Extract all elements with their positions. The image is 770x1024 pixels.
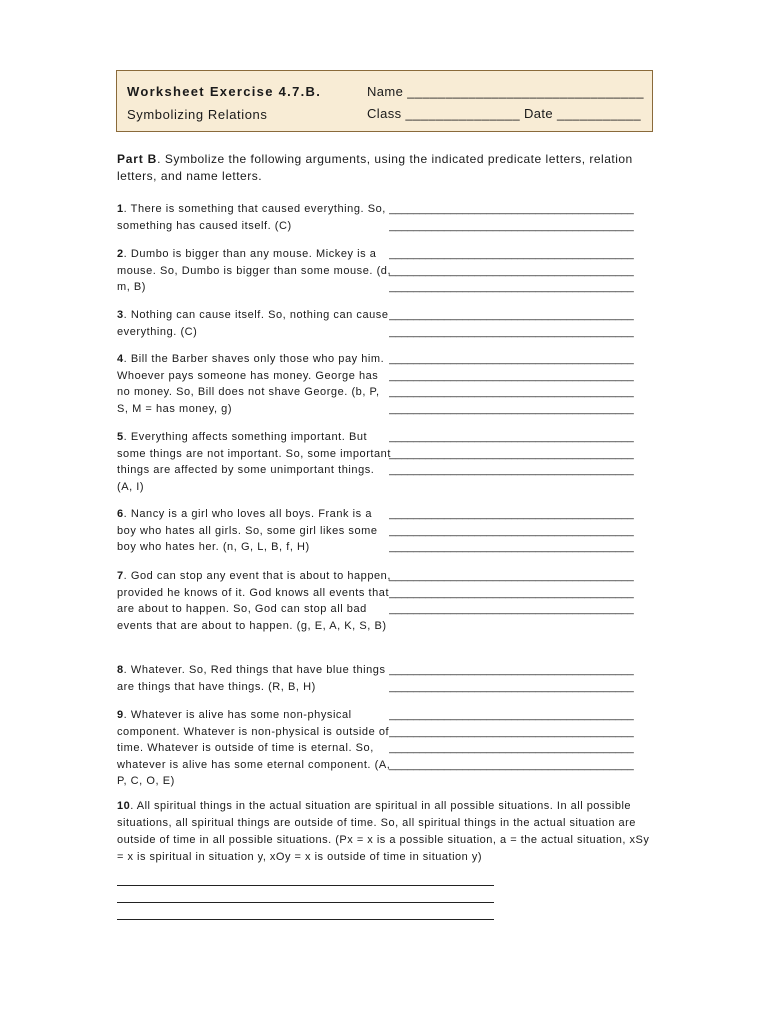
- answer-line[interactable]: ________________________________________: [389, 309, 634, 321]
- answer-area: [389, 568, 649, 618]
- answer-line[interactable]: ________________________________________: [389, 709, 634, 721]
- class-date-field[interactable]: Class _______________ Date ___________: [367, 106, 641, 121]
- question-text: . God can stop any event that is about to happen, provided he knows of it. God knows all events that are about to happen. So, God can stop all bad events that are about to happen. (g, E, A, K, S, B): [117, 570, 391, 632]
- answer-line[interactable]: ________________________________________: [389, 725, 634, 738]
- answer-area: [389, 506, 649, 556]
- answer-line[interactable]: ________________________________________: [389, 203, 634, 215]
- answer-line[interactable]: ________________________________________: [389, 281, 634, 294]
- answer-line[interactable]: ________________________________________: [389, 325, 634, 338]
- question-text: . There is something that caused everything. So, something has caused itself. (C): [117, 203, 386, 232]
- answer-line[interactable]: ________________________________________: [389, 386, 634, 399]
- answer-line[interactable]: ________________________________________: [389, 603, 634, 616]
- answer-line[interactable]: ________________________________________: [389, 402, 634, 415]
- question-number: 6: [117, 508, 124, 520]
- answer-line[interactable]: ________________________________________: [389, 369, 634, 382]
- question-text: . Whatever. So, Red things that have blue things are things that have things. (R, B, H): [117, 664, 386, 693]
- question-text: . Everything affects something important. But some things are not important. So, some important things are affected by some unimportant things. (A, I): [117, 431, 391, 493]
- worksheet-subtitle: Symbolizing Relations: [127, 107, 268, 122]
- answer-area: [389, 707, 649, 773]
- answer-line[interactable]: [117, 902, 494, 903]
- question-number: 3: [117, 309, 124, 321]
- question-text: . Nothing can cause itself. So, nothing can cause everything. (C): [117, 309, 389, 338]
- question-text: . Nancy is a girl who loves all boys. Frank is a boy who hates all girls. So, some girl likes some boy who hates her. (n, G, L, B, f, H): [117, 508, 378, 554]
- worksheet-header: [116, 70, 653, 132]
- answer-line[interactable]: ________________________________________: [389, 541, 634, 554]
- question-text: . Whatever is alive has some non-physical component. Whatever is non-physical is outside of time. Whatever is outside of time is eternal. So, whatever is alive has some eternal component. (A, P, C, O, E): [117, 709, 391, 788]
- question-text: . Dumbo is bigger than any mouse. Mickey is a mouse. So, Dumbo is bigger than some mouse. (d, m, B): [117, 248, 392, 294]
- question-8: [117, 662, 393, 695]
- instructions: [117, 151, 657, 185]
- question-text: . Bill the Barber shaves only those who pay him. Whoever pays someone has money. George has no money. So, Bill does not shave George. (b, P, S, M = has money, g): [117, 353, 385, 415]
- answer-line[interactable]: ________________________________________: [389, 248, 634, 260]
- answer-line[interactable]: ________________________________________: [389, 464, 634, 477]
- answer-area: [389, 429, 649, 479]
- question-number: 5: [117, 431, 124, 443]
- question-number: 4: [117, 353, 124, 365]
- question-1: [117, 201, 393, 234]
- question-number: 8: [117, 664, 124, 676]
- instructions-text: . Symbolize the following arguments, using the indicated predicate letters, relation letters, and name letters.: [117, 152, 633, 183]
- answer-area: [389, 201, 649, 234]
- answer-line[interactable]: ________________________________________: [389, 664, 634, 676]
- part-label: Part B: [117, 152, 158, 166]
- answer-line[interactable]: ________________________________________: [389, 586, 634, 599]
- answer-line[interactable]: ________________________________________: [389, 264, 634, 277]
- question-4: [117, 351, 393, 417]
- worksheet-title: Worksheet Exercise 4.7.B.: [127, 84, 322, 99]
- question-number: 2: [117, 248, 124, 260]
- answer-area: [389, 246, 649, 296]
- name-field[interactable]: Name _______________________________: [367, 84, 644, 99]
- answer-line[interactable]: ________________________________________: [389, 742, 634, 755]
- answer-line[interactable]: [117, 919, 494, 920]
- answer-line[interactable]: ________________________________________: [389, 508, 634, 520]
- answer-line[interactable]: ________________________________________: [389, 219, 634, 232]
- question-3: [117, 307, 393, 340]
- answer-line[interactable]: ________________________________________: [389, 353, 634, 365]
- question-number: 1: [117, 203, 124, 215]
- answer-line[interactable]: ________________________________________: [389, 447, 634, 460]
- answer-line[interactable]: ________________________________________: [389, 431, 634, 443]
- answer-area: [389, 351, 649, 417]
- question-9: [117, 707, 393, 790]
- question-7: [117, 568, 393, 634]
- question-6: [117, 506, 393, 556]
- question-2: [117, 246, 393, 296]
- answer-line[interactable]: ________________________________________: [389, 570, 634, 582]
- question-10: [117, 798, 657, 866]
- question-number: 10: [117, 800, 131, 812]
- answer-line[interactable]: ________________________________________: [389, 680, 634, 693]
- question-text: . All spiritual things in the actual situation are spiritual in all possible situations. In all possible situations, all spiritual things are outside of time. So, all spiritual things in the actual situation are outside of time in all possible situations. (Px = x is a possible situation, a = the actual situation, xSy = x is spiritual in situation y, xOy = x is outside of time in situation y): [117, 800, 650, 863]
- question-number: 7: [117, 570, 124, 582]
- answer-line[interactable]: [117, 885, 494, 886]
- answer-line[interactable]: ________________________________________: [389, 758, 634, 771]
- answer-area: [389, 662, 649, 695]
- answer-line[interactable]: ________________________________________: [389, 524, 634, 537]
- question-5: [117, 429, 393, 495]
- question-number: 9: [117, 709, 124, 721]
- answer-area: [389, 307, 649, 340]
